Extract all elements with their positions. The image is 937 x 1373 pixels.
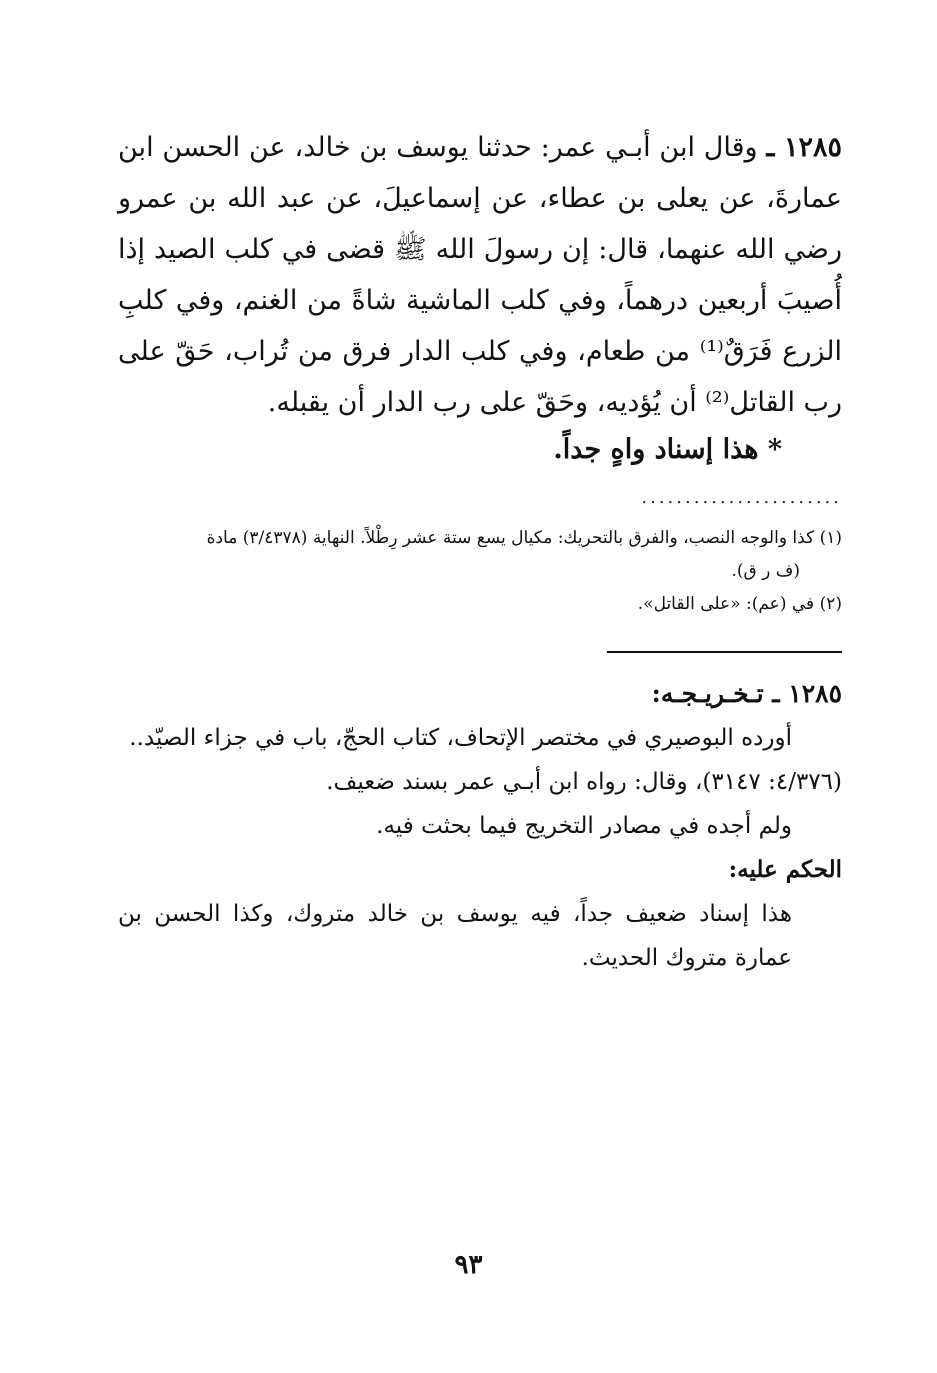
footnote-text: في (عم): «على القاتل». — [637, 594, 815, 614]
hukm-heading: الحكم عليه: — [728, 856, 842, 883]
footnote-text: كذا والوجه النصب، والفرق بالتحريك: مكيال يسع ستة عشر رِطْلاً. النهاية (٣/٤٣٧٨) مادة — [206, 528, 815, 548]
footnote-label: (٢) — [819, 594, 842, 614]
footnote-1 — [118, 522, 842, 555]
footnote-label: (١) — [819, 528, 842, 548]
section-divider — [607, 651, 842, 653]
hukm-text: هذا إسناد ضعيف جداً، فيه يوسف بن خالد متروك، وكذا الحسن بن عمارة متروك الحديث. — [118, 901, 792, 971]
page-number: ٩٣ — [454, 1250, 483, 1280]
takhrij-line: (٤/٣٧٦: ٣١٤٧)، وقال: رواه ابن أبـي عمر بسند ضعيف. — [326, 769, 842, 795]
takhrij-line: ولم أجده في مصادر التخريج فيما بحثت فيه. — [376, 813, 792, 839]
footnote-separator: ....................... — [641, 487, 842, 508]
takhrij-section — [118, 672, 842, 980]
hadith-number: ١٢٨٥ ـ — [766, 132, 842, 163]
hadith-body: وقال ابن أبـي عمر: حدثنا يوسف بن خالد، عن الحسن ابن عمارةَ، عن يعلى بن عطاء، عن إسماعيلَ، عن عبد الله بن عمرو رضي الله عنهما، قال: إن رسولَ الله ﷺ قضى في كلب الصيد إذا أُصيبَ أربعين درهماً، وفي كلب الماشية شاةً من الغنم، وفي كلبِ الزرع فَرَقٌ⁽¹⁾ من طعام، وفي كلب الدار فرق من تُراب، حَقّ على رب القاتل⁽²⁾ أن يُؤديه، وحَقّ على رب الدار أن يقبله. — [118, 132, 842, 418]
hadith-paragraph — [118, 122, 842, 428]
footnotes — [118, 522, 842, 621]
footnote-1-continuation: (ف ر ق). — [731, 561, 800, 581]
takhrij-line: أورده البوصيري في مختصر الإتحاف، كتاب الحجّ، باب في جزاء الصيّد.. — [129, 725, 792, 751]
footnote-2 — [118, 588, 842, 621]
takhrij-heading: ١٢٨٥ ـ تـخـريـجـه: — [651, 679, 842, 708]
hadith-grading: * هذا إسناد واهٍ جداً. — [553, 434, 782, 465]
hadith-text — [118, 122, 842, 428]
